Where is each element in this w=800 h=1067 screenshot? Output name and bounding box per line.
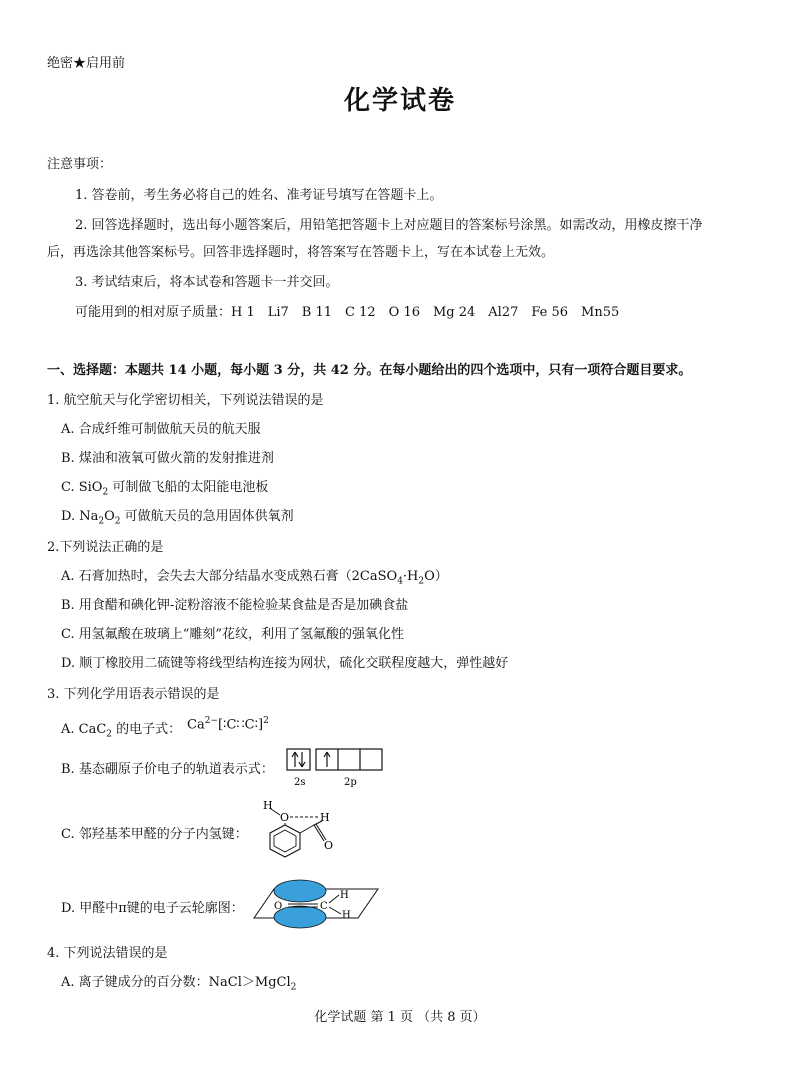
pi-bond-cloud-diagram	[252, 873, 382, 935]
q3-option-a: A. CaC$_2$ 的电子式：	[61, 722, 182, 740]
atom-h2: H	[320, 811, 330, 824]
q3-option-d: D. 甲醛中π键的电子云轮廓图：	[61, 901, 244, 916]
orbital-diagram	[284, 747, 388, 789]
page-footer: 化学试题 第 1 页 （共 8 页）	[314, 1010, 486, 1025]
q2-option-c: C. 用氢氟酸在玻璃上“雕刻”花纹，利用了氢氟酸的强氧化性	[61, 627, 405, 642]
label-2s: 2s	[294, 777, 306, 788]
label-2p: 2p	[344, 777, 357, 788]
q2-option-b: B. 用食醋和碘化钾-淀粉溶液不能检验某食盐是否是加碘食盐	[61, 598, 409, 613]
q3-stem: 3. 下列化学用语表示错误的是	[47, 687, 220, 702]
q1-option-d: D. $Na_2O_2$ 可做航天员的急用固体供氧剂	[61, 509, 294, 527]
q3-option-b: B. 基态硼原子价电子的轨道表示式：	[61, 762, 274, 777]
notice-item-2: 2. 回答选择题时，选出每小题答案后，用铅笔把答题卡上对应题目的答案标号涂黑。如需改动，用橡皮擦干净	[75, 218, 703, 233]
q1-stem: 1. 航空航天与化学密切相关，下列说法错误的是	[47, 393, 324, 408]
cac2-electron-formula: $Ca^{2-}[∶C∷C∶]^2$	[187, 716, 269, 733]
q1-option-a: A. 合成纤维可制做航天员的航天服	[61, 422, 261, 437]
section-heading: 一、选择题：本题共 14 小题，每小题 3 分，共 42 分。在每小题给出的四个选项中，只有一项符合题目要求。	[47, 363, 692, 378]
atomic-masses: 可能用到的相对原子质量：H 1 Li7 B 11 C 12 O 16 Mg 24 Al27 Fe 56 Mn55	[75, 305, 620, 320]
atom-h-top: H	[340, 890, 349, 901]
q4-stem: 4. 下列说法错误的是	[47, 946, 168, 961]
q1-option-b: B. 煤油和液氧可做火箭的发射推进剂	[61, 451, 274, 466]
atom-h-bottom: H	[342, 910, 351, 921]
q2-stem: 2.下列说法正确的是	[47, 540, 164, 555]
atom-o2: O	[324, 839, 334, 852]
atom-o: O	[274, 901, 283, 912]
q2-option-d: D. 顺丁橡胶用二硫键等将线型结构连接为网状，硫化交联程度越大，弹性越好	[61, 656, 509, 671]
atom-o1: O	[280, 811, 290, 824]
notice-item-2-cont: 后，再选涂其他答案标号。回答非选择题时，将答案写在答题卡上，写在本试卷上无效。	[47, 245, 555, 260]
hydroxybenzaldehyde-structure	[258, 795, 348, 865]
q3-option-c: C. 邻羟基苯甲醛的分子内氢键：	[61, 827, 248, 842]
page-title: 化学试卷	[343, 86, 456, 116]
q1-option-c: C. SiO$_2$ 可制做飞船的太阳能电池板	[61, 480, 269, 498]
notice-item-1: 1. 答卷前，考生务必将自己的姓名、准考证号填写在答题卡上。	[75, 188, 443, 203]
atom-h1: H	[263, 799, 273, 812]
secret-label: 绝密★启用前	[47, 56, 126, 71]
q4-option-a: A. 离子键成分的百分数：NaCl＞MgCl$_2$	[61, 975, 297, 993]
q2-option-a: A. 石膏加热时，会失去大部分结晶水变成熟石膏$(2CaSO_4\cdot H_2O)$	[61, 569, 448, 587]
notice-item-3: 3. 考试结束后，将本试卷和答题卡一并交回。	[75, 275, 339, 290]
notice-heading: 注意事项：	[47, 157, 113, 172]
atom-c: C	[320, 901, 328, 912]
